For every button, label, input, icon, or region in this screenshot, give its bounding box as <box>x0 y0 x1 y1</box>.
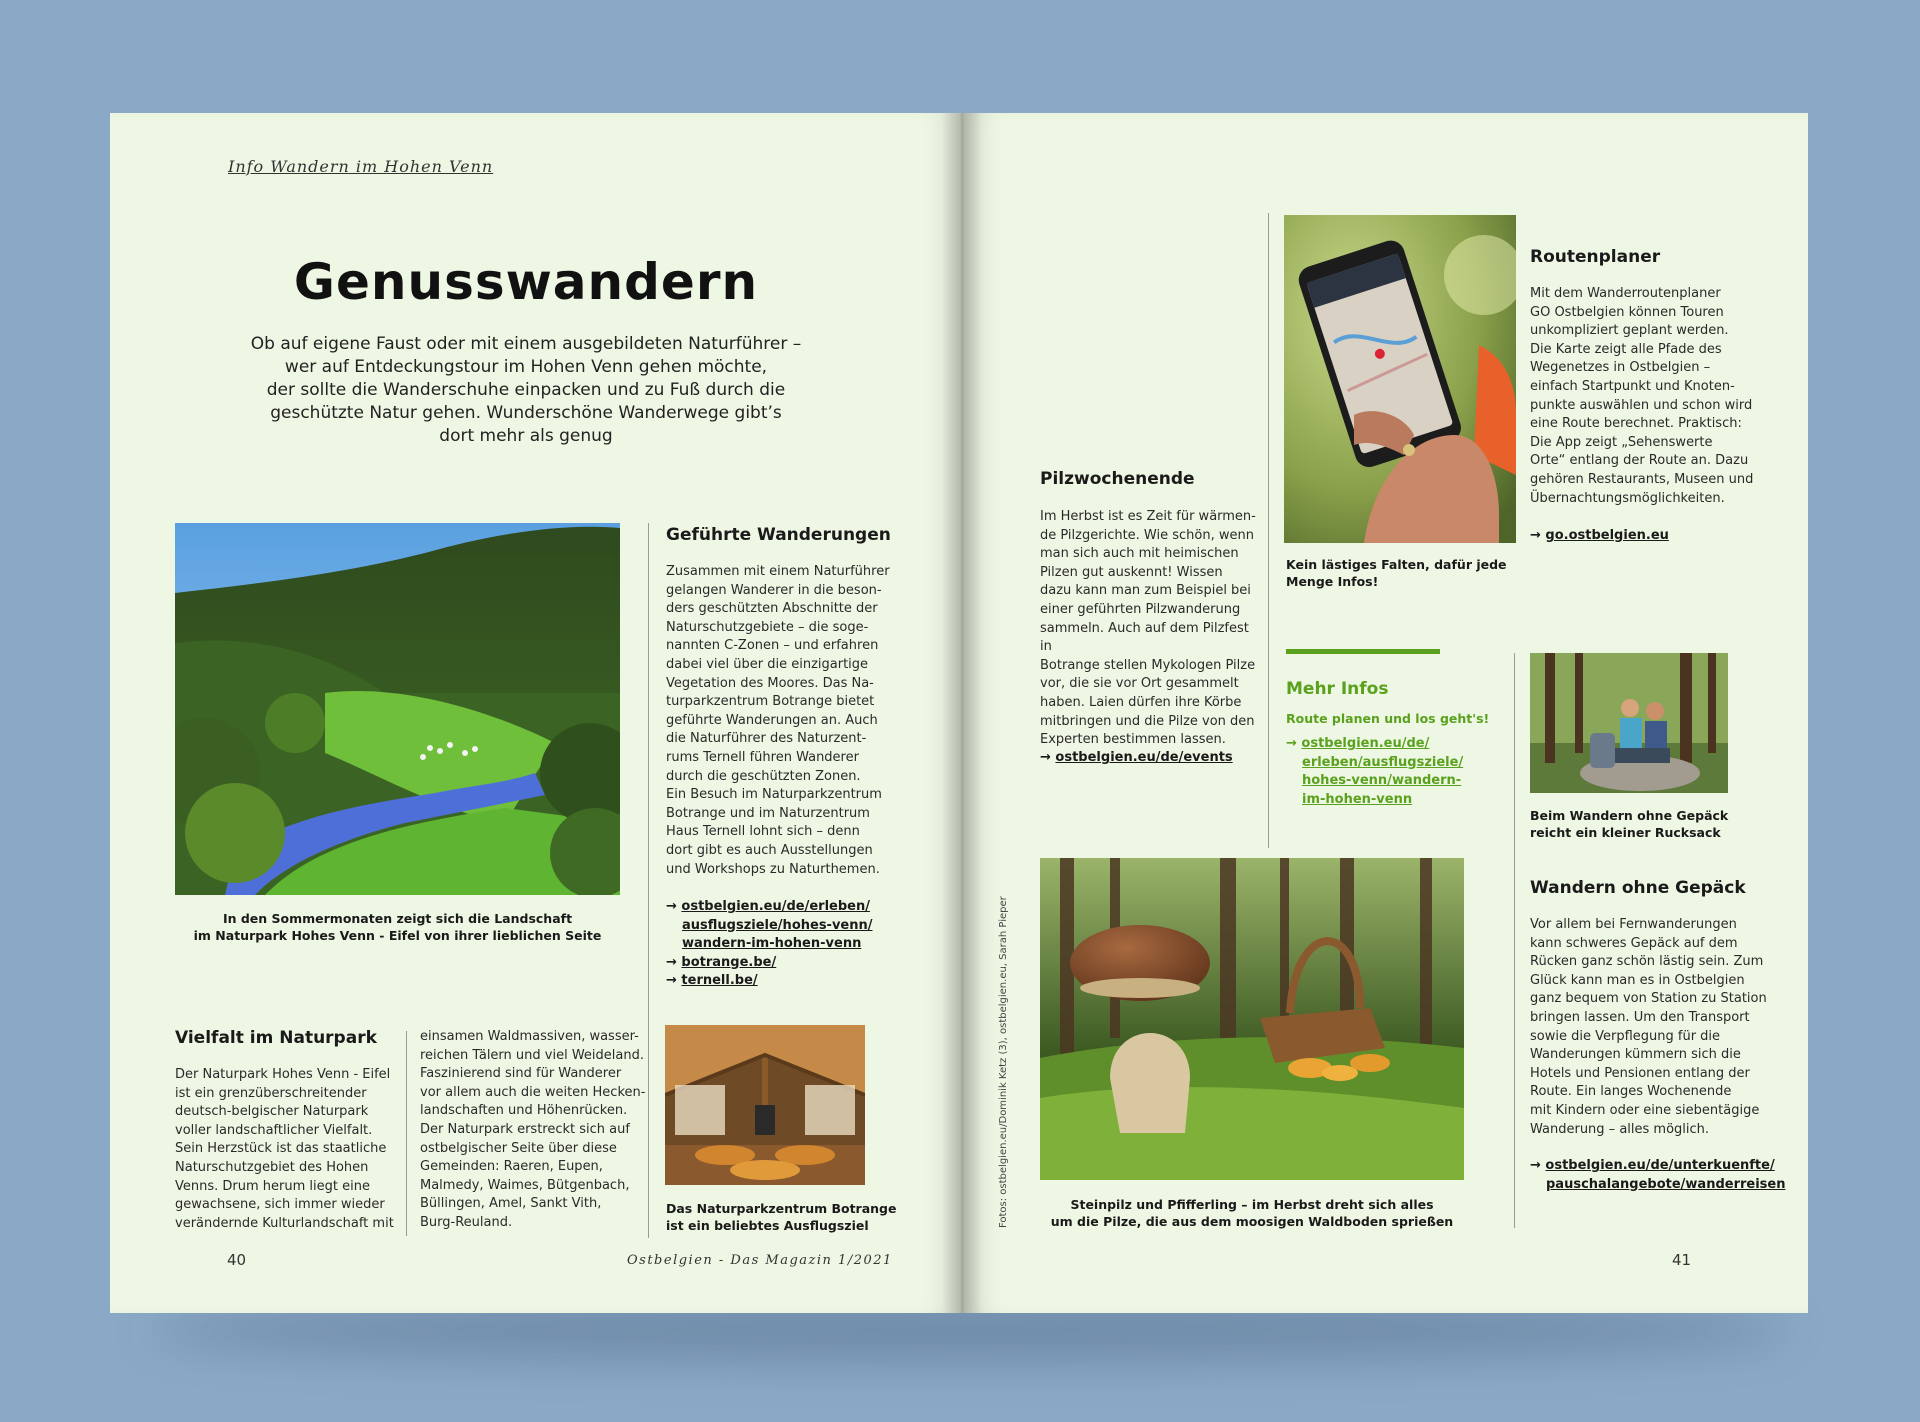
column-divider-right-2 <box>1514 653 1515 1228</box>
interior-caption: Das Naturparkzentrum Botrange ist ein beliebtes Ausflugsziel <box>666 1201 897 1233</box>
vielfalt-col2: einsamen Waldmassiven, wasser- reichen Tälern und viel Weideland. Faszinierend sind für Wanderer vor allem auch die weiten Hecken- landschaften und Höhenrücken. Der Naturpark erstreckt sich auf ostbelgischer Seite über diese Gemeinden: Raeren, Eupen, Malmedy, Waimes, Bütgenbach, Büllingen, Amel, Sankt Vith, Burg-Reuland. <box>420 1029 646 1230</box>
mehr-infos-links[interactable]: → ostbelgien.eu/de/ erleben/ausflugsziele/ hohes-venn/wandern- im-hohen-venn <box>1286 736 1464 807</box>
vielfalt-heading: Vielfalt im Naturpark <box>175 1028 377 1048</box>
guided-heading: Geführte Wanderungen <box>666 525 891 545</box>
vielfalt-divider <box>406 1031 407 1236</box>
pilz-heading: Pilzwochenende <box>1040 469 1195 489</box>
landscape-photo <box>175 523 620 895</box>
gepaeck-text: Vor allem bei Fernwanderungen kann schweres Gepäck auf dem Rücken ganz schön lästig sein. Zum Glück kann man es in Ostbelgien ganz bequem von Station zu Station bringen lassen. Um den Transport sowie die Verpflegung für die Wanderungen kümmern sich die Hotels und Pensionen entlang der Route. Ein langes Wochenende mit Kindern oder eine siebentägige Wanderung – alles möglich. <box>1530 917 1767 1137</box>
mehr-infos-rule <box>1286 649 1440 654</box>
phone-photo <box>1284 215 1516 543</box>
mehr-infos-heading: Mehr Infos <box>1286 679 1389 699</box>
section-kicker: Info Wandern im Hohen Venn <box>228 157 494 176</box>
pilz-text: Im Herbst ist es Zeit für wärmen- de Pilzgerichte. Wie schön, wenn man sich auch mit heimischen Pilzen gut auskennt! Wissen dazu kann man zum Beispiel bei einer geführten Pilzwanderung sammeln. Auch auf dem Pilzfest in Botrange stellen Mykologen Pilze vor, die sie vor Ort gesammelt haben. Laien dürfen ihre Körbe mitbringen und die Pilze von den Experten bestimmen lassen. <box>1040 509 1256 748</box>
link-ternell[interactable]: → ternell.be/ <box>666 973 758 989</box>
page-number-right: 41 <box>1672 1251 1692 1269</box>
right-page <box>962 113 1808 1313</box>
vielfalt-col1: Der Naturpark Hohes Venn - Eifel ist ein grenzüberschreitender deutsch-belgischer Naturpark voller landschaftlicher Vielfalt. Sein Herzstück ist das staatliche Naturschutzgebiet des Hohen Venns. Drum herum liegt eine gewachsene, sich immer wieder verändernde Kulturlandschaft mit <box>175 1067 394 1231</box>
spine-gutter <box>942 113 982 1313</box>
mushroom-caption: Steinpilz und Pfifferling – im Herbst dreht sich alles um die Pilze, die aus dem moosigen Waldboden sprießen <box>1050 1197 1454 1229</box>
hikers-photo <box>1530 653 1728 793</box>
photo-credit: Fotos: ostbelgien.eu/Dominik Ketz (3), ostbelgien.eu, Sarah Pieper <box>998 896 1009 1228</box>
lead-paragraph: Ob auf eigene Faust oder mit einem ausgebildeten Naturführer – wer auf Entdeckungstour im Hohen Venn gehen möchte, der sollte die Wanderschuhe einpacken und zu Fuß durch die geschützte Natur gehen. Wunderschöne Wanderwege gibt’s dort mehr als genug <box>250 334 802 446</box>
pilz-link[interactable]: → ostbelgien.eu/de/events <box>1040 750 1233 765</box>
route-link[interactable]: → go.ostbelgien.eu <box>1530 528 1669 543</box>
phone-caption: Kein lästiges Falten, dafür jede Menge Infos! <box>1286 557 1507 589</box>
route-text: Mit dem Wanderroutenplaner GO Ostbelgien können Touren unkompliziert geplant werden. Die Karte zeigt alle Pfade des Wegenetzes in Ostbelgien – einfach Startpunkt und Knoten- punkte auswählen und schon wird eine Route berechnet. Praktisch: Die App zeigt „Sehenswerte Orte“ entlang der Route an. Dazu gehören Restaurants, Museen und Übernachtungsmöglichkeiten. <box>1530 286 1754 506</box>
link-ostbelgien-wandern[interactable]: → ostbelgien.eu/de/erleben/ <box>666 899 870 914</box>
left-page <box>110 113 962 1313</box>
link-botrange[interactable]: → botrange.be/ <box>666 954 777 970</box>
page-title: Genusswandern <box>293 253 759 311</box>
page-number-left: 40 <box>227 1251 247 1269</box>
landscape-caption: In den Sommermonaten zeigt sich die Landschaft im Naturpark Hohes Venn - Eifel von ihrer lieblichen Seite <box>193 911 602 943</box>
column-divider-right <box>1268 213 1269 848</box>
interior-photo <box>665 1025 865 1185</box>
hikers-caption: Beim Wandern ohne Gepäck reicht ein kleiner Rucksack <box>1530 808 1729 840</box>
mushroom-photo <box>1040 858 1464 1180</box>
gepaeck-links[interactable]: → ostbelgien.eu/de/unterkuenfte/ pauschalangebote/wanderreisen <box>1530 1158 1786 1192</box>
guided-text: Zusammen mit einem Naturführer gelangen Wanderer in die beson- ders geschützten Abschnitte der Naturschutzgebiete – die soge- nannten C-Zonen – und erfahren dabei viel über die einzigartige Vegetation des Moores. Das Na- turparkzentrum Botrange bietet geführte Wanderungen an. Auch die Naturführer des Naturzent- rums Ternell führen Wanderer durch die geschützten Zonen. Ein Besuch im Naturparkzentrum Botrange und im Naturzentrum Haus Ternell lohnt sich – denn dort gibt es auch Ausstellungen und Workshops zu Naturthemen. <box>666 564 890 877</box>
magazine-footer: Ostbelgien - Das Magazin 1/2021 <box>627 1253 893 1268</box>
guided-links: → ostbelgien.eu/de/erleben/ ausflugsziele/hohes-venn/ wandern-im-hohen-venn → botrange.be/ → ternell.be/ <box>666 898 873 991</box>
mehr-infos-sub: Route planen und los geht's! <box>1286 711 1490 726</box>
route-heading: Routenplaner <box>1530 247 1661 267</box>
gepaeck-heading: Wandern ohne Gepäck <box>1530 878 1746 898</box>
